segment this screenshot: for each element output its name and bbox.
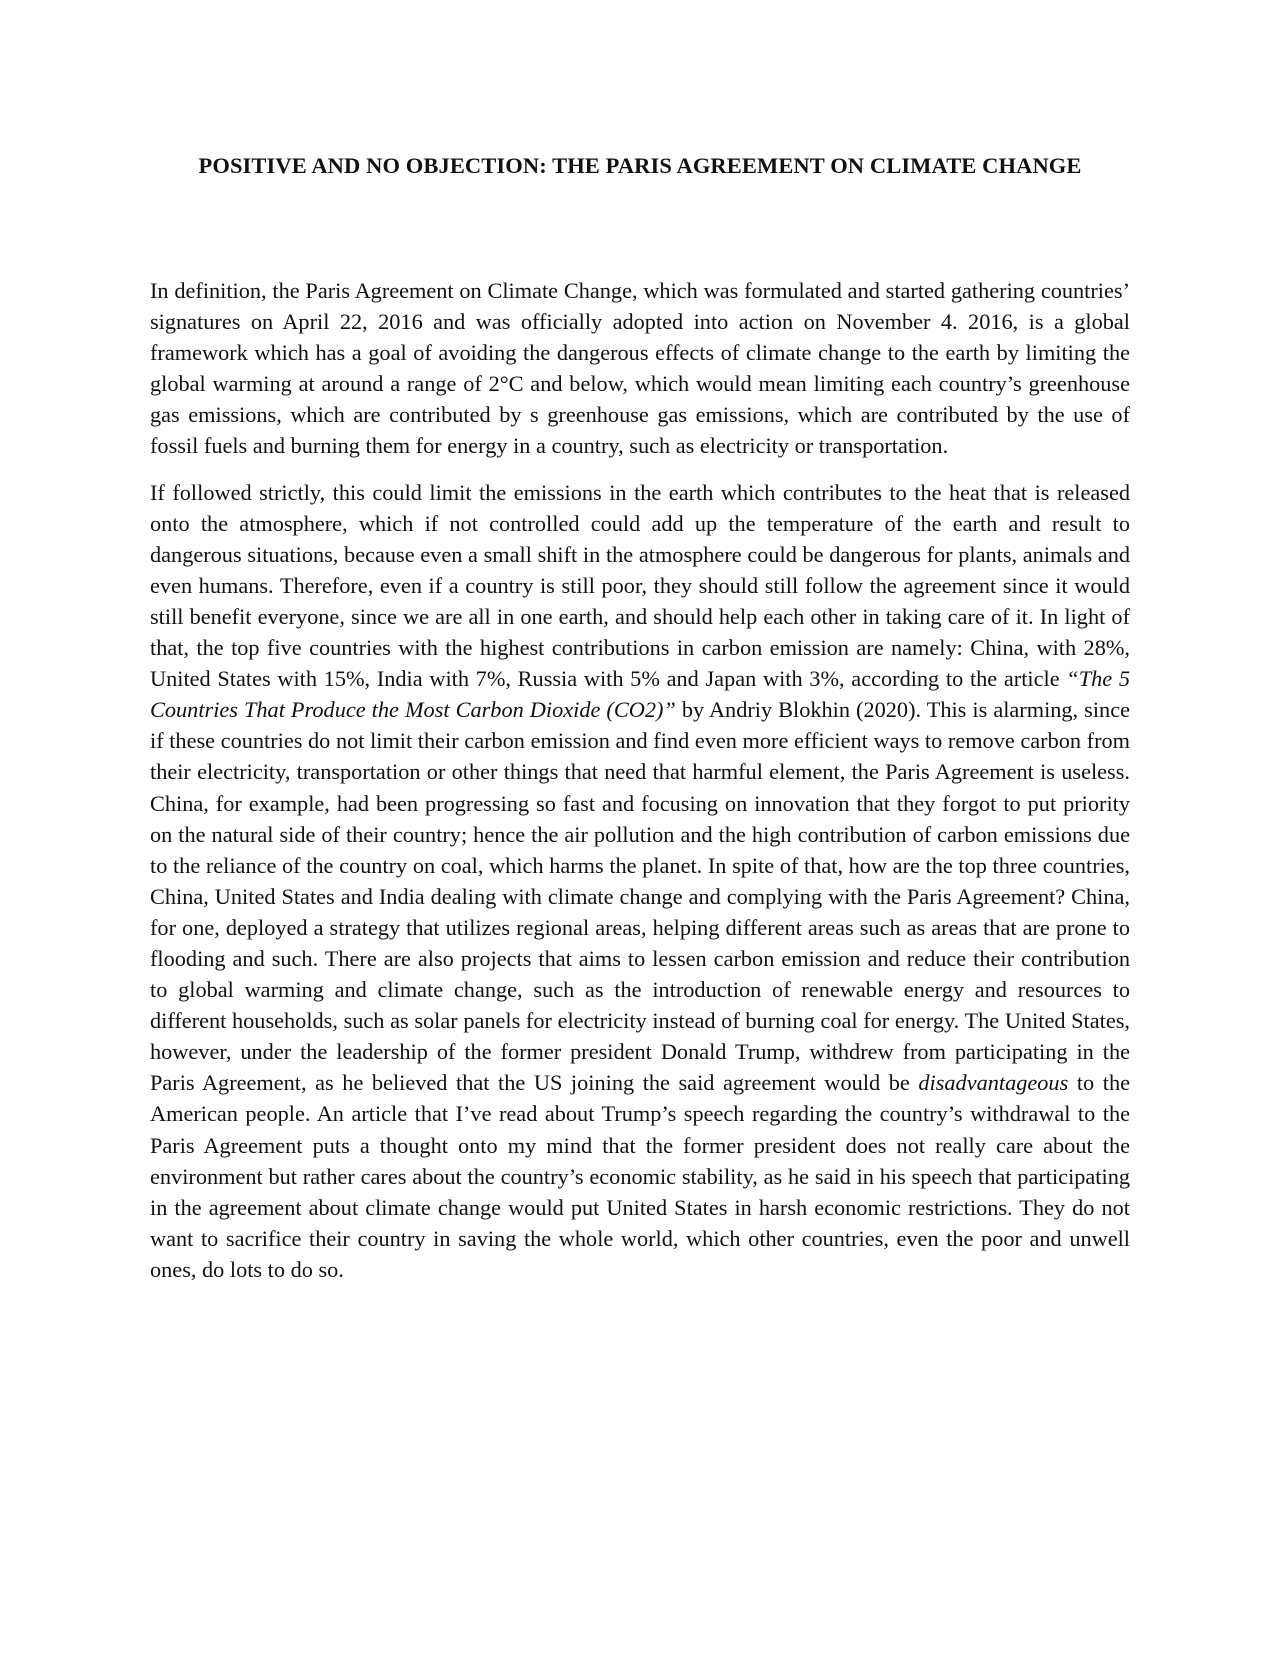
document-title: POSITIVE AND NO OBJECTION: THE PARIS AGREEMENT ON CLIMATE CHANGE xyxy=(198,153,1082,178)
paragraph-emissions-part2: by Andriy Blokhin (2020). This is alarming, since if these countries do not limit their carbon emission and find even more efficient ways to remove carbon from their electricity, transportation or other things that need that harmful element, the Paris Agreement is useless. China, for example, had been progressing so fast and focusing on innovation that they forgot to put priority on the natural side of their country; hence the air pollution and the high contribution of carbon emissions due to the reliance of the country on coal, which harms the planet. In spite of that, how are the top three countries, China, United States and India dealing with climate change and complying with the Paris Agreement? China, for one, deployed a strategy that utilizes regional areas, helping different areas such as areas that are prone to flooding and such. There are also projects that aims to lessen carbon emission and reduce their contribution to global warming and climate change, such as the introduction of renewable energy and resources to different households, such as solar panels for electricity instead of burning coal for energy. The United States, however, under the leadership of the former president Donald Trump, withdrew from participating in the Paris Agreement, as he believed that the US joining the said agreement would be xyxy=(150,697,1130,1096)
emphasis-disadvantageous: disadvantageous xyxy=(918,1070,1069,1096)
paragraph-emissions-part3: to the American people. An article that I’ve read about Trump’s speech regarding the country’s withdrawal to the Paris Agreement puts a thought onto my mind that the former president does not really care about the environment but rather cares about the country’s economic stability, as he said in his speech that participating in the agreement about climate change would put United States in harsh economic restrictions. They do not want to sacrifice their country in saving the whole world, which other countries, even the poor and unwell ones, do lots to do so. xyxy=(150,1070,1130,1282)
paragraph-emissions-part1: If followed strictly, this could limit the emissions in the earth which contributes to the heat that is released onto the atmosphere, which if not controlled could add up the temperature of the earth and result to dangerous situations, because even a small shift in the atmosphere could be dangerous for plants, animals and even humans. Therefore, even if a country is still poor, they should still follow the agreement since it would still benefit everyone, since we are all in one earth, and should help each other in taking care of it. In light of that, the top five countries with the highest contributions in carbon emission are namely: China, with 28%, United States with 15%, India with 7%, Russia with 5% and Japan with 3%, according to the article xyxy=(150,479,1130,692)
paragraph-definition: In definition, the Paris Agreement on Climate Change, which was formulated and started gathering countries’ signatures on April 22, 2016 and was officially adopted into action on November 4. 2016, is a global framework which has a goal of avoiding the dangerous effects of climate change to the earth by limiting the global warming at around a range of 2°C and below, which would mean limiting each country’s greenhouse gas emissions, which are contributed by s greenhouse gas emissions, which are contributed by the use of fossil fuels and burning them for energy in a country, such as electricity or transportation. xyxy=(150,278,1130,459)
paragraph-emissions xyxy=(150,477,1130,1285)
document-body xyxy=(150,275,1130,1300)
article-title: “The 5 Countries That Produce the Most Carbon Dioxide (CO2)” xyxy=(150,666,1130,723)
